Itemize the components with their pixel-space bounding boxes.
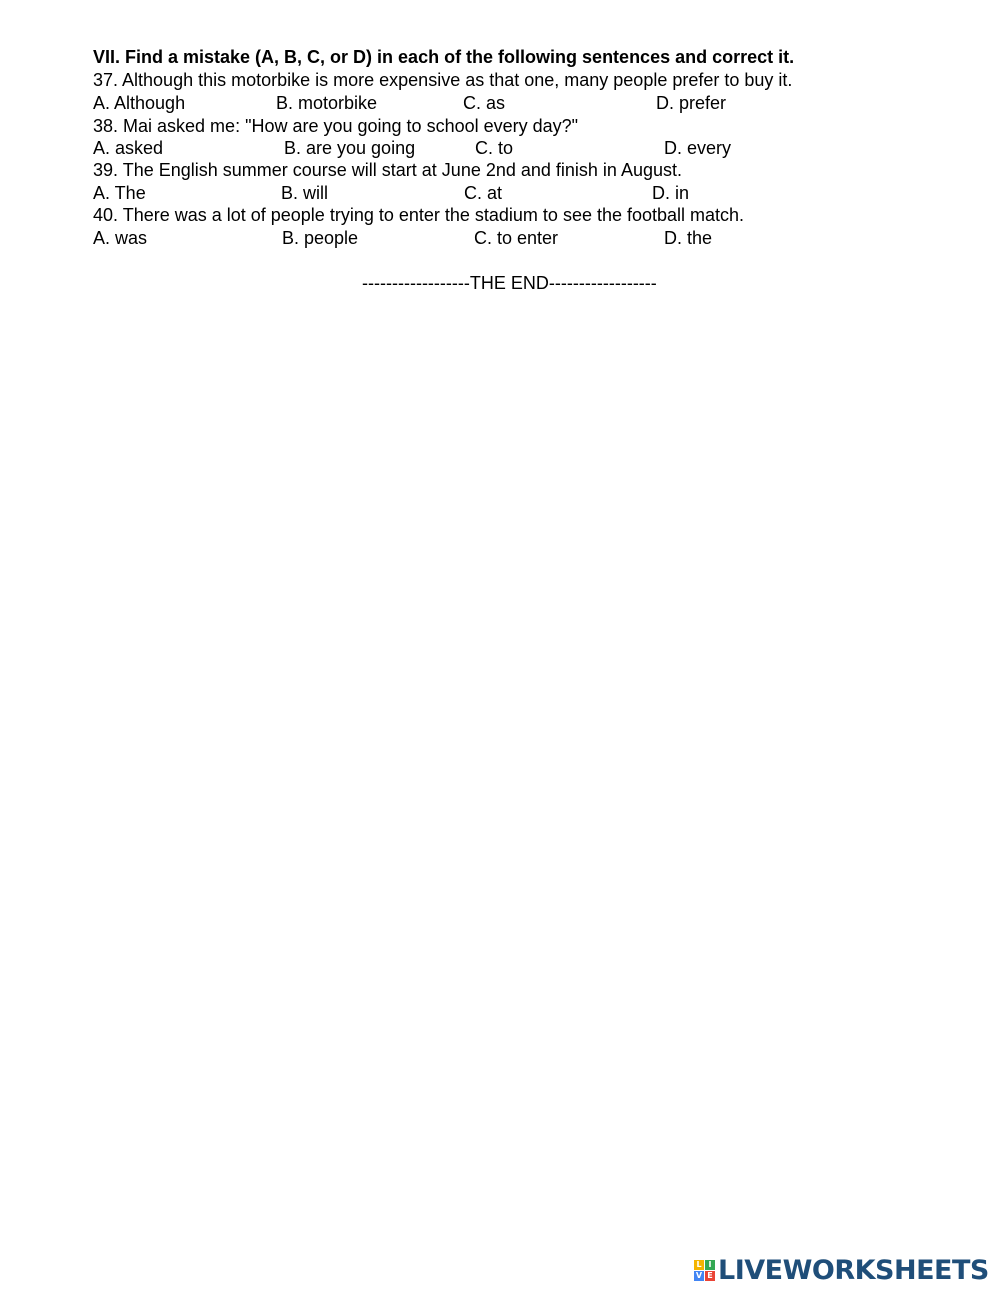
question-37-option-c: C. as — [463, 93, 506, 113]
logo-wordmark: LIVEWORKSHEETS — [718, 1254, 989, 1286]
question-38-text: 38. Mai asked me: "How are you going to school every day?" — [93, 116, 579, 136]
question-40-option-b: B. people — [282, 228, 359, 248]
logo-mark-letter: L — [694, 1260, 704, 1270]
logo-mark-letter: V — [695, 1270, 703, 1280]
question-39-option-c: C. at — [464, 183, 503, 203]
question-39-option-a: A. The — [93, 183, 146, 203]
question-37-text: 37. Although this motorbike is more expensive as that one, many people prefer to buy it. — [93, 70, 793, 90]
section-heading: VII. Find a mistake (A, B, C, or D) in each of the following sentences and correct it. — [93, 47, 795, 67]
question-40-option-d: D. the — [664, 228, 713, 248]
question-37-option-a: A. Although — [93, 93, 186, 113]
the-end-marker: ------------------THE END------------------ — [362, 273, 657, 293]
question-39-text: 39. The English summer course will start at June 2nd and finish in August. — [93, 160, 682, 180]
question-38-option-c: C. to — [475, 138, 514, 158]
question-37-option-b: B. motorbike — [276, 93, 378, 113]
question-37-option-d: D. prefer — [656, 93, 727, 113]
logo-mark-letter: I — [705, 1260, 715, 1270]
question-38-option-b: B. are you going — [284, 138, 416, 158]
question-40-option-a: A. was — [93, 228, 148, 248]
liveworksheets-logo-icon — [694, 1260, 715, 1281]
logo-mark-letter: E — [705, 1271, 715, 1281]
question-39-option-b: B. will — [281, 183, 329, 203]
question-40-text: 40. There was a lot of people trying to enter the stadium to see the football match. — [93, 205, 745, 225]
liveworksheets-logo[interactable] — [694, 1255, 989, 1285]
question-38-option-a: A. asked — [93, 138, 164, 158]
question-38-option-d: D. every — [664, 138, 732, 158]
question-40-option-c: C. to enter — [474, 228, 559, 248]
question-39-option-d: D. in — [652, 183, 690, 203]
